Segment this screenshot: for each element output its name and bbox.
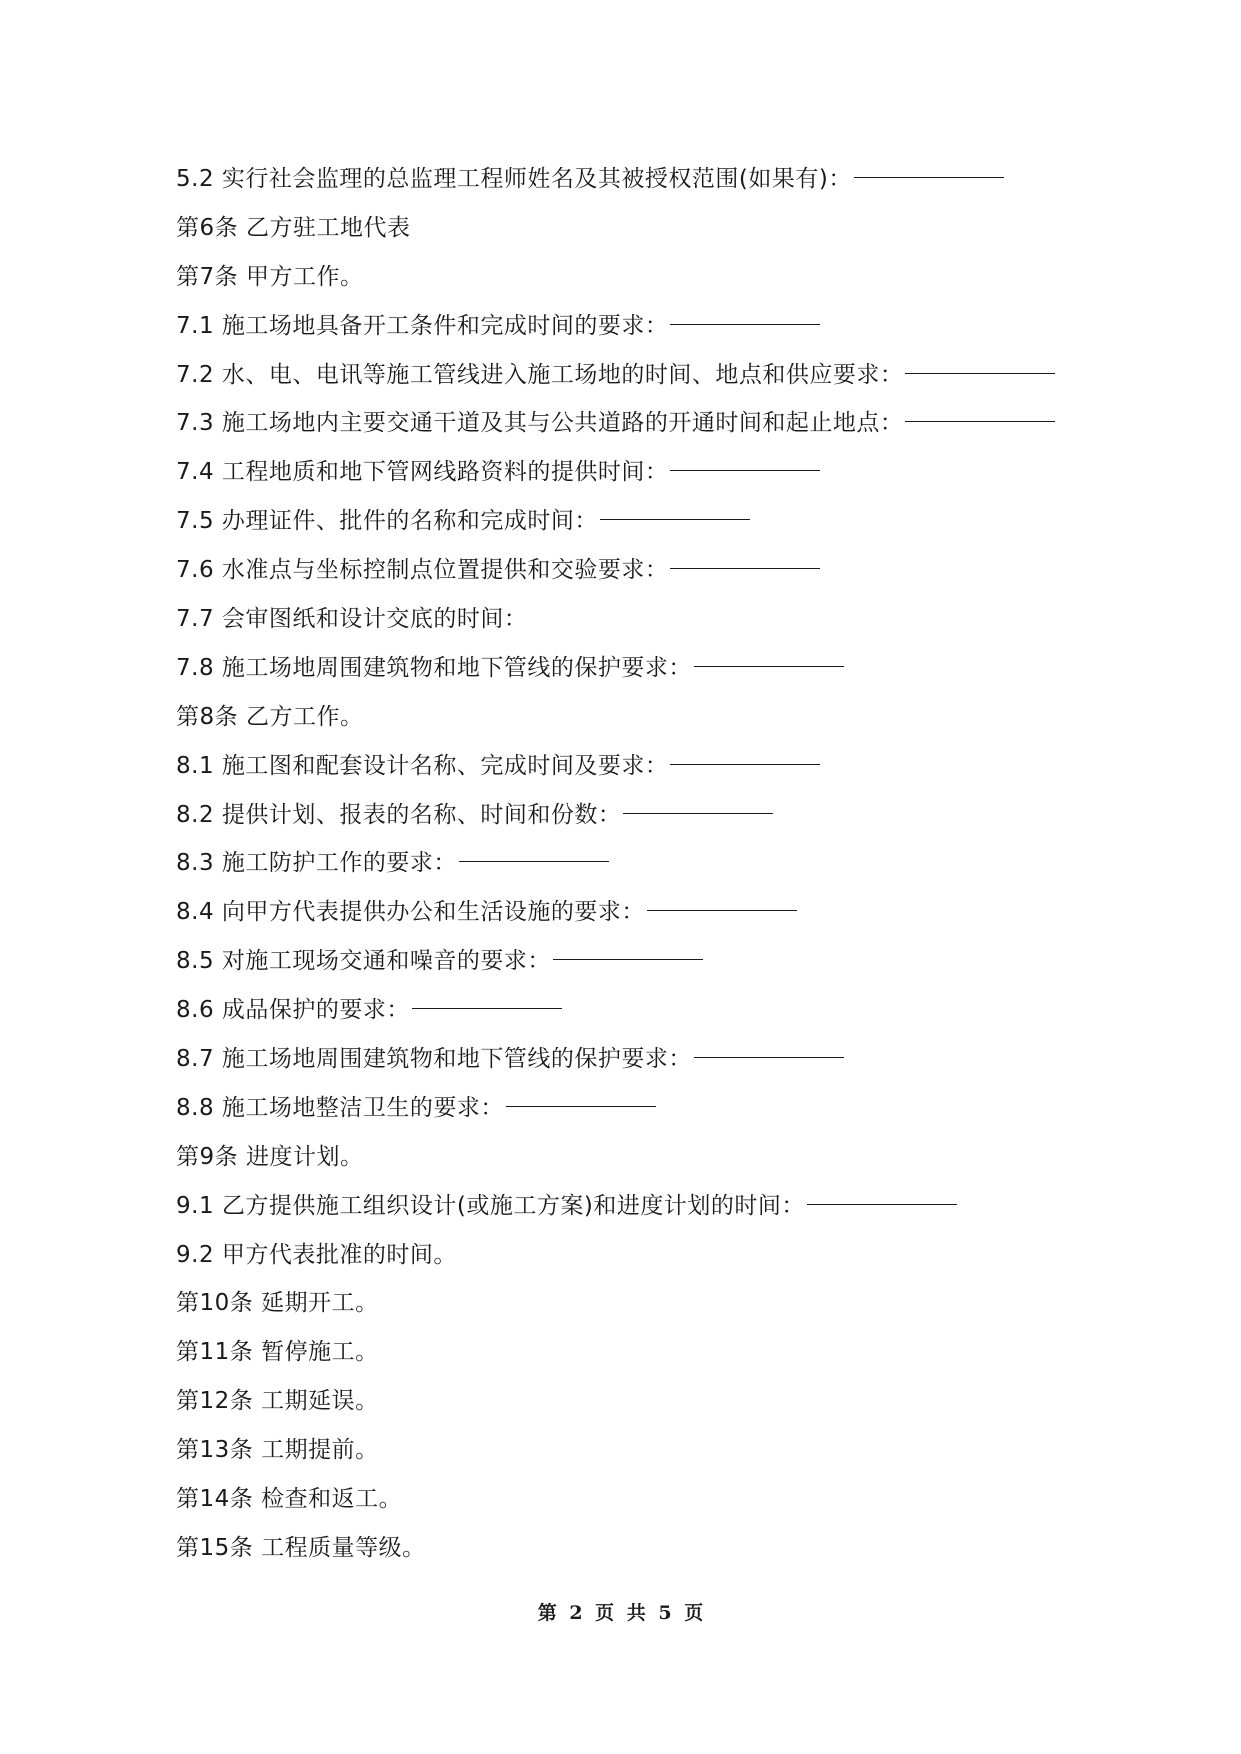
fill-in-blank: [670, 469, 820, 471]
line-text: 9.1 乙方提供施工组织设计(或施工方案)和进度计划的时间：: [176, 1192, 805, 1219]
document-line: [176, 1084, 1136, 1133]
line-text: 7.6 水准点与坐标控制点位置提供和交验要求：: [176, 557, 669, 584]
line-text: 7.4 工程地质和地下管网线路资料的提供时间：: [176, 459, 669, 486]
fill-in-blank: [670, 567, 820, 569]
document-line: [176, 888, 1136, 937]
document-line: [176, 351, 1136, 400]
document-line: [176, 497, 1136, 546]
document-line: [176, 1328, 1136, 1377]
line-text: 第15条 工程质量等级。: [176, 1534, 426, 1561]
line-text: 第7条 甲方工作。: [176, 263, 364, 290]
document-line: [176, 839, 1136, 888]
document-line: [176, 399, 1136, 448]
document-line: [176, 742, 1136, 791]
document-line: [176, 155, 1136, 204]
line-text: 7.1 施工场地具备开工条件和完成时间的要求：: [176, 312, 669, 339]
fill-in-blank: [600, 518, 750, 520]
fill-in-blank: [412, 1007, 562, 1009]
line-text: 5.2 实行社会监理的总监理工程师姓名及其被授权范围(如果有)：: [176, 166, 852, 192]
fill-in-blank: [694, 665, 844, 667]
document-line: [176, 1279, 1136, 1328]
document-line: [176, 1377, 1136, 1426]
line-text: 第6条 乙方驻工地代表: [176, 214, 411, 241]
document-line: [176, 253, 1136, 302]
page-footer: 第 2 页 共 5 页: [537, 1602, 704, 1624]
document-line: [176, 204, 1136, 253]
fill-in-blank: [670, 763, 820, 765]
fill-in-blank: [459, 860, 609, 862]
line-text: 第12条 工期延误。: [176, 1388, 379, 1415]
fill-in-blank: [807, 1203, 957, 1205]
line-text: 7.2 水、电、电讯等施工管线进入施工场地的时间、地点和供应要求：: [176, 361, 904, 388]
line-text: 第9条 进度计划。: [176, 1143, 364, 1170]
line-text: 7.7 会审图纸和设计交底的时间：: [176, 606, 528, 633]
document-line: [176, 595, 1136, 644]
document-line: [176, 448, 1136, 497]
document-line: [176, 791, 1136, 840]
document-line: [176, 937, 1136, 986]
fill-in-blank: [647, 909, 797, 911]
document-line: [176, 1475, 1136, 1524]
line-text: 8.5 对施工现场交通和噪音的要求：: [176, 948, 551, 975]
line-text: 8.7 施工场地周围建筑物和地下管线的保护要求：: [176, 1046, 692, 1073]
line-text: 第10条 延期开工。: [176, 1290, 379, 1317]
line-text: 7.5 办理证件、批件的名称和完成时间：: [176, 508, 598, 535]
fill-in-blank: [905, 372, 1055, 374]
document-line: [176, 1182, 1136, 1231]
fill-in-blank: [623, 812, 773, 814]
fill-in-blank: [553, 958, 703, 960]
line-text: 第11条 暂停施工。: [176, 1339, 379, 1366]
document-line: [176, 986, 1136, 1035]
document-line: [176, 546, 1136, 595]
line-text: 8.6 成品保护的要求：: [176, 997, 410, 1024]
line-text: 8.2 提供计划、报表的名称、时间和份数：: [176, 801, 622, 828]
document-line: [176, 1231, 1136, 1280]
line-text: 8.8 施工场地整洁卫生的要求：: [176, 1094, 504, 1121]
line-text: 第8条 乙方工作。: [176, 703, 364, 730]
line-text: 8.1 施工图和配套设计名称、完成时间及要求：: [176, 752, 669, 779]
document-line: [176, 1524, 1136, 1573]
line-text: 9.2 甲方代表批准的时间。: [176, 1241, 457, 1268]
document-line: [176, 1426, 1136, 1475]
line-text: 7.3 施工场地内主要交通干道及其与公共道路的开通时间和起止地点：: [176, 410, 904, 437]
fill-in-blank: [506, 1105, 656, 1107]
fill-in-blank: [694, 1056, 844, 1058]
fill-in-blank: [670, 323, 820, 325]
document-line: [176, 1035, 1136, 1084]
fill-in-blank: [854, 176, 1004, 178]
document-body: [176, 155, 1136, 1573]
fill-in-blank: [905, 420, 1055, 422]
line-text: 8.4 向甲方代表提供办公和生活设施的要求：: [176, 899, 645, 926]
document-line: [176, 644, 1136, 693]
document-line: [176, 1133, 1136, 1182]
document-line: [176, 302, 1136, 351]
document-line: [176, 693, 1136, 742]
line-text: 7.8 施工场地周围建筑物和地下管线的保护要求：: [176, 654, 692, 681]
line-text: 第14条 检查和返工。: [176, 1486, 403, 1513]
line-text: 8.3 施工防护工作的要求：: [176, 850, 457, 877]
line-text: 第13条 工期提前。: [176, 1437, 379, 1464]
